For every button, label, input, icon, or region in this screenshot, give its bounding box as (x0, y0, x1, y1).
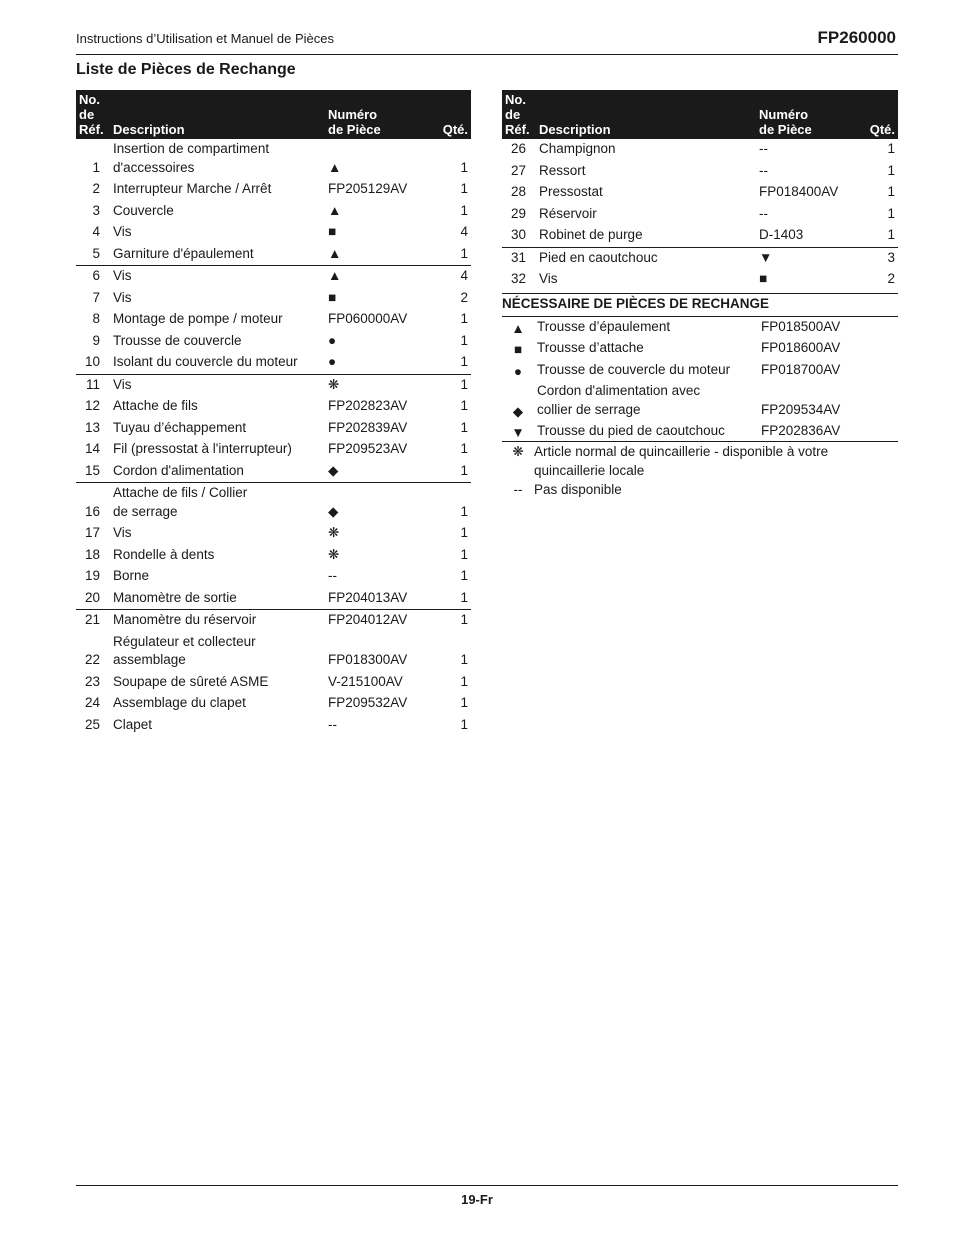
part-number: V-215100AV (328, 673, 403, 689)
part-number: ❋ (325, 374, 433, 396)
description-line: Tuyau d’échappement (113, 419, 247, 435)
part-description (110, 179, 325, 201)
table-row (76, 396, 471, 418)
ref-number: 8 (92, 311, 100, 326)
description-line: Fil (pressostat à l'interrupteur) (113, 441, 292, 456)
ref-number: 20 (84, 589, 100, 605)
table-row (502, 161, 898, 183)
table-row (76, 672, 471, 694)
part-number: -- (759, 162, 768, 178)
ref-number: 1 (92, 159, 100, 175)
part-description (110, 439, 325, 461)
legend-symbol: -- (513, 482, 523, 497)
col-ref-line: No. (79, 92, 100, 107)
ref-number: 3 (92, 202, 100, 218)
col-part-header (756, 90, 864, 139)
part-number: FP202839AV (328, 419, 408, 435)
quantity: 1 (433, 483, 471, 524)
part-description (110, 374, 325, 396)
part-number: FP209532AV (328, 695, 408, 710)
description-line: Garniture d'épaulement (113, 245, 254, 261)
description-line: assemblage (113, 652, 186, 667)
col-qty-header: Qté. (864, 90, 898, 139)
table-row (76, 222, 471, 244)
kit-row (502, 421, 898, 443)
part-description (110, 693, 325, 715)
col-ref-line: de (79, 107, 95, 122)
table-row (76, 610, 471, 632)
col-part-line: de Pièce (328, 122, 381, 137)
kit-description (534, 316, 758, 338)
table-row (502, 225, 898, 247)
replacement-kits-table (502, 293, 898, 443)
description-line: Interrupteur Marche / Arrêt (113, 181, 272, 196)
kit-part-number: FP202836AV (761, 423, 841, 438)
part-description (110, 266, 325, 288)
ref-number: 16 (76, 483, 110, 524)
footer-divider (76, 1185, 898, 1186)
part-number: ◆ (325, 483, 433, 524)
quantity: 1 (433, 374, 471, 396)
kits-title: NÉCESSAIRE DE PIÈCES DE RECHANGE (502, 294, 898, 317)
table-row (76, 439, 471, 461)
table-row (76, 588, 471, 610)
ref-number: 5 (92, 245, 100, 261)
quantity: 4 (433, 266, 471, 288)
part-number: ❋ (328, 546, 340, 562)
model-number: FP260000 (817, 28, 896, 47)
ref-number: 9 (92, 332, 100, 348)
description-line: Trousse de couvercle (113, 332, 242, 348)
quantity: 2 (887, 271, 895, 286)
col-ref-header (76, 90, 110, 139)
quantity: 1 (887, 162, 895, 178)
kit-part-number: FP018500AV (761, 318, 841, 334)
quantity: 1 (460, 159, 468, 175)
quantity: 1 (460, 181, 468, 196)
description-line: Régulateur et collecteur (113, 633, 256, 649)
description-line: Trousse d’attache (537, 340, 644, 355)
table-row (76, 483, 471, 524)
kit-description (534, 381, 758, 421)
table-row (76, 632, 471, 672)
ref-number: 23 (84, 673, 100, 689)
col-ref-line: Réf. (505, 122, 530, 137)
quantity: 1 (887, 205, 895, 221)
col-part-header (325, 90, 433, 139)
col-description-header: Description (110, 90, 325, 139)
part-number: ▲ (325, 266, 433, 288)
ref-number: 29 (510, 205, 526, 221)
description-line: Manomètre du réservoir (113, 612, 257, 627)
col-ref-header (502, 90, 536, 139)
table-row (76, 418, 471, 440)
part-description: Ressort (539, 162, 586, 178)
table-row (502, 247, 898, 269)
ref-number: 11 (76, 374, 110, 396)
part-description (110, 201, 325, 223)
ref-number: 7 (92, 289, 100, 305)
ref-number: 6 (76, 266, 110, 288)
part-description (110, 523, 325, 545)
description-line: Insertion de compartiment (113, 141, 270, 156)
legend-line: quincaillerie locale (534, 462, 645, 478)
parts-table-right (502, 90, 898, 291)
quantity: 1 (460, 441, 468, 456)
symbol-legend (502, 441, 898, 500)
part-number: FP202823AV (328, 398, 408, 413)
ref-number: 25 (84, 716, 100, 732)
ref-number: 2 (92, 181, 100, 196)
col-part-line: Numéro (759, 107, 809, 122)
table-row (76, 374, 471, 396)
legend-symbol: ❋ (512, 444, 524, 459)
kit-symbol: ■ (513, 342, 523, 357)
description-line: d'accessoires (113, 159, 195, 175)
part-number: ▼ (756, 247, 864, 269)
col-part-line: de Pièce (759, 122, 812, 137)
ref-number: 17 (84, 525, 100, 540)
quantity: 1 (460, 398, 468, 413)
part-number: ◆ (328, 462, 339, 478)
part-description: Champignon (539, 141, 616, 156)
ref-number: 13 (84, 419, 100, 435)
page-header (76, 28, 898, 55)
description-line: Vis (113, 289, 132, 305)
part-number: ■ (328, 289, 337, 305)
part-description (110, 288, 325, 310)
ref-number: 10 (84, 354, 100, 369)
part-description (110, 309, 325, 331)
part-description: Pressostat (539, 184, 603, 199)
part-number: FP204013AV (328, 589, 408, 605)
part-description (110, 352, 325, 374)
section-title: Liste de Pièces de Rechange (76, 61, 296, 78)
part-description: Robinet de purge (539, 227, 643, 242)
table-row (76, 201, 471, 223)
quantity: 1 (460, 546, 468, 562)
part-description: Vis (539, 271, 558, 286)
manual-title: Instructions d’Utilisation et Manuel de Pièces (76, 31, 334, 46)
table-row (76, 288, 471, 310)
ref-number: 32 (510, 271, 526, 286)
kit-description (534, 421, 758, 443)
description-line: de serrage (113, 503, 178, 519)
description-line: Trousse du pied de caoutchouc (537, 423, 725, 438)
description-line: Vis (113, 525, 132, 540)
legend-item (502, 481, 898, 500)
kit-part-number: FP018600AV (761, 340, 841, 355)
table-row (76, 693, 471, 715)
table-row (76, 331, 471, 353)
part-number: ■ (759, 271, 768, 286)
part-description (110, 610, 325, 632)
kit-part-number: FP209534AV (761, 401, 841, 417)
part-description (110, 222, 325, 244)
table-row (76, 139, 471, 179)
quantity: 1 (460, 202, 468, 218)
ref-number: 26 (510, 141, 526, 156)
kits-title-row (502, 294, 898, 317)
part-number: D-1403 (759, 227, 804, 242)
part-number: FP209523AV (328, 441, 408, 456)
quantity: 1 (460, 652, 468, 667)
part-description (110, 483, 325, 524)
kit-row (502, 381, 898, 421)
ref-number: 22 (84, 652, 100, 667)
table-row (76, 566, 471, 588)
kit-part-number: FP018700AV (761, 361, 841, 377)
part-number: ● (328, 332, 337, 348)
part-description (110, 418, 325, 440)
quantity: 1 (887, 227, 895, 242)
part-description (110, 566, 325, 588)
table-row (76, 266, 471, 288)
part-description (110, 244, 325, 266)
legend-item (502, 443, 898, 480)
part-description (110, 331, 325, 353)
description-line: Borne (113, 568, 150, 583)
ref-number: 15 (84, 462, 100, 478)
part-number: FP060000AV (328, 311, 408, 326)
quantity: 2 (460, 289, 468, 305)
quantity: 1 (460, 245, 468, 261)
quantity: 1 (460, 673, 468, 689)
table-row (502, 182, 898, 204)
kit-row (502, 338, 898, 360)
part-description (110, 545, 325, 567)
description-line: Clapet (113, 716, 153, 732)
kit-symbol: ● (513, 363, 523, 379)
quantity: 1 (460, 589, 468, 605)
table-row (76, 309, 471, 331)
table-row (76, 352, 471, 374)
description-line: Vis (113, 268, 132, 283)
table-row (76, 461, 471, 483)
part-number: FP018300AV (328, 652, 408, 667)
legend-line: Pas disponible (534, 482, 622, 497)
part-description: Réservoir (539, 205, 597, 221)
part-number: ● (328, 354, 337, 369)
part-description (110, 396, 325, 418)
quantity: 1 (460, 462, 468, 478)
part-number: ❋ (328, 525, 340, 540)
quantity: 4 (460, 224, 468, 239)
part-description (110, 632, 325, 672)
page-number: 19-Fr (461, 1192, 493, 1207)
description-line: Vis (113, 376, 132, 392)
quantity: 1 (460, 695, 468, 710)
kit-row (502, 360, 898, 382)
col-ref-line: No. (505, 92, 526, 107)
table-row (502, 139, 898, 161)
table-row (502, 269, 898, 291)
part-description (110, 715, 325, 737)
ref-number: 28 (510, 184, 526, 199)
ref-number: 19 (84, 568, 100, 583)
col-part-line: Numéro (328, 107, 378, 122)
col-qty-header: Qté. (433, 90, 471, 139)
part-description (110, 588, 325, 610)
part-number: FP018400AV (759, 184, 839, 199)
parts-table-left (76, 90, 471, 736)
ref-number: 27 (510, 162, 526, 178)
description-line: Soupape de sûreté ASME (113, 673, 269, 689)
table-header-row (76, 90, 471, 139)
quantity: 1 (460, 716, 468, 732)
col-ref-line: Réf. (79, 122, 104, 137)
legend-line: Article normal de quincaillerie - disponible à votre (534, 444, 829, 459)
kit-row (502, 316, 898, 338)
quantity: 1 (460, 354, 468, 369)
table-row (76, 715, 471, 737)
table-row (502, 204, 898, 226)
kit-description (534, 338, 758, 360)
ref-number: 21 (76, 610, 110, 632)
quantity: 3 (864, 247, 898, 269)
quantity: 1 (887, 184, 895, 199)
ref-number: 14 (84, 441, 100, 456)
ref-number: 4 (92, 224, 100, 239)
legend-text (534, 481, 898, 500)
table-row (76, 545, 471, 567)
quantity: 1 (460, 568, 468, 583)
part-description (110, 139, 325, 179)
description-line: collier de serrage (537, 401, 641, 417)
table-row (76, 244, 471, 266)
part-number: ▲ (328, 202, 342, 218)
quantity: 1 (460, 525, 468, 540)
table-row (76, 179, 471, 201)
table-header-row (502, 90, 898, 139)
part-number: -- (328, 568, 337, 583)
description-line: Attache de fils (113, 398, 198, 413)
quantity: 1 (460, 419, 468, 435)
kit-symbol: ◆ (512, 403, 524, 419)
kit-symbol: ▲ (511, 320, 525, 336)
col-ref-line: de (505, 107, 521, 122)
description-line: Manomètre de sortie (113, 589, 237, 605)
description-line: Assemblage du clapet (113, 695, 246, 710)
description-line: Trousse de couvercle du moteur (537, 361, 731, 377)
ref-number: 24 (84, 695, 100, 710)
kit-symbol: ▼ (511, 425, 525, 440)
description-line: Isolant du couvercle du moteur (113, 354, 298, 369)
part-description (110, 461, 325, 483)
quantity: 1 (460, 332, 468, 348)
col-description-header: Description (536, 90, 756, 139)
part-number: -- (759, 205, 768, 221)
description-line: Trousse d’épaulement (537, 318, 671, 334)
ref-number: 12 (84, 398, 100, 413)
table-row (76, 523, 471, 545)
part-description: Pied en caoutchouc (536, 247, 756, 269)
part-number: -- (328, 716, 337, 732)
description-line: Rondelle à dents (113, 546, 215, 562)
ref-number: 30 (510, 227, 526, 242)
quantity: 1 (460, 311, 468, 326)
ref-number: 31 (502, 247, 536, 269)
part-description (110, 672, 325, 694)
description-line: Cordon d'alimentation avec (537, 383, 701, 398)
quantity: 1 (887, 141, 895, 156)
part-number: ▲ (328, 245, 342, 261)
part-number: -- (759, 141, 768, 156)
description-line: Montage de pompe / moteur (113, 311, 283, 326)
part-number: ■ (328, 224, 337, 239)
description-line: Vis (113, 224, 132, 239)
description-line: Cordon d'alimentation (113, 462, 244, 478)
quantity: 1 (433, 610, 471, 632)
part-number: ▲ (328, 159, 342, 175)
ref-number: 18 (84, 546, 100, 562)
description-line: Attache de fils / Collier (113, 485, 248, 500)
part-number: FP204012AV (325, 610, 433, 632)
legend-text (534, 443, 898, 480)
part-number: FP205129AV (328, 181, 408, 196)
kit-description (534, 360, 758, 382)
description-line: Couvercle (113, 202, 174, 218)
